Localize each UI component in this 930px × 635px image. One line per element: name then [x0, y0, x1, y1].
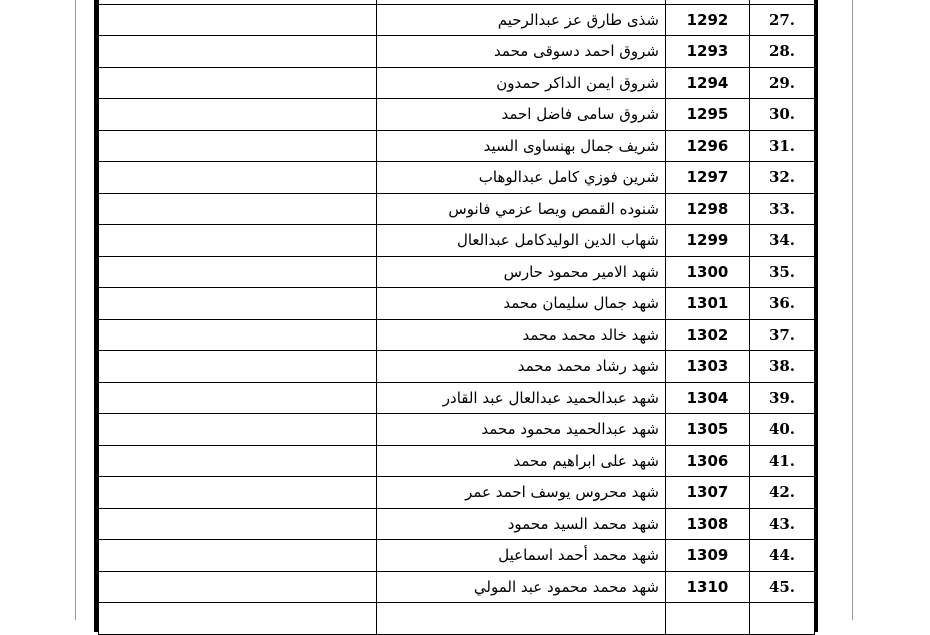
- blank-cell: [99, 477, 377, 509]
- code-cell: [666, 603, 750, 635]
- table-row: [99, 288, 815, 320]
- blank-cell: [99, 351, 377, 383]
- seq-cell: 31.: [750, 130, 815, 162]
- code-cell: 1301: [666, 288, 750, 320]
- code-cell: 1309: [666, 540, 750, 572]
- table-row: [99, 571, 815, 603]
- table-row: [99, 36, 815, 68]
- table-row: [99, 445, 815, 477]
- blank-cell: [99, 319, 377, 351]
- blank-cell: [99, 162, 377, 194]
- blank-cell: [99, 4, 377, 36]
- blank-cell: [99, 571, 377, 603]
- blank-cell: [99, 99, 377, 131]
- table-row: [99, 4, 815, 36]
- seq-cell: 43.: [750, 508, 815, 540]
- name-cell: شهد عبدالحميد محمود محمد: [377, 414, 666, 446]
- code-cell: 1306: [666, 445, 750, 477]
- seq-cell: 29.: [750, 67, 815, 99]
- table-row: [99, 319, 815, 351]
- code-cell: 1305: [666, 414, 750, 446]
- seq-cell: 44.: [750, 540, 815, 572]
- table-row: [99, 477, 815, 509]
- blank-cell: [99, 193, 377, 225]
- name-cell: شريف جمال بهنساوى السيد: [377, 130, 666, 162]
- code-cell: 1308: [666, 508, 750, 540]
- table-row: [99, 99, 815, 131]
- seq-cell: 32.: [750, 162, 815, 194]
- code-cell: 1292: [666, 4, 750, 36]
- code-cell: 1298: [666, 193, 750, 225]
- page-edge-left: [75, 0, 76, 620]
- blank-cell: [99, 508, 377, 540]
- blank-cell: [99, 414, 377, 446]
- seq-cell: 33.: [750, 193, 815, 225]
- name-cell: شهاب الدين الوليدكامل عبدالعال: [377, 225, 666, 257]
- code-cell: 1300: [666, 256, 750, 288]
- code-cell: 1303: [666, 351, 750, 383]
- name-cell: شروق ايمن الداكر حمدون: [377, 67, 666, 99]
- seq-cell: 38.: [750, 351, 815, 383]
- seq-cell: 36.: [750, 288, 815, 320]
- table-row: [99, 130, 815, 162]
- seq-cell: 30.: [750, 99, 815, 131]
- blank-cell: [99, 67, 377, 99]
- table-row: [99, 414, 815, 446]
- table-row: [99, 351, 815, 383]
- code-cell: 1296: [666, 130, 750, 162]
- code-cell: 1297: [666, 162, 750, 194]
- name-cell: شرين فوزي كامل عبدالوهاب: [377, 162, 666, 194]
- table-row: [99, 193, 815, 225]
- table-row: [99, 67, 815, 99]
- code-cell: 1294: [666, 67, 750, 99]
- seq-cell: 39.: [750, 382, 815, 414]
- code-cell: 1310: [666, 571, 750, 603]
- blank-cell: [99, 130, 377, 162]
- name-cell: شهد جمال سليمان محمد: [377, 288, 666, 320]
- name-cell: شهد عبدالحميد عبدالعال عبد القادر: [377, 382, 666, 414]
- blank-cell: [99, 36, 377, 68]
- table-row: [99, 382, 815, 414]
- name-cell: شهد محروس يوسف احمد عمر: [377, 477, 666, 509]
- student-roster-table: [98, 0, 815, 635]
- code-cell: 1304: [666, 382, 750, 414]
- name-cell: شهد رشاد محمد محمد: [377, 351, 666, 383]
- blank-cell: [99, 288, 377, 320]
- blank-cell: [99, 445, 377, 477]
- seq-cell: 27.: [750, 4, 815, 36]
- blank-cell: [99, 603, 377, 635]
- seq-cell: 37.: [750, 319, 815, 351]
- name-cell: شذى طارق عز عبدالرحيم: [377, 4, 666, 36]
- table-row: [99, 256, 815, 288]
- blank-cell: [99, 256, 377, 288]
- blank-cell: [99, 382, 377, 414]
- name-cell: شروق احمد دسوقى محمد: [377, 36, 666, 68]
- seq-cell: [750, 603, 815, 635]
- table-row: [99, 162, 815, 194]
- code-cell: 1307: [666, 477, 750, 509]
- name-cell: شهد محمد السيد محمود: [377, 508, 666, 540]
- name-cell: شروق سامى فاضل احمد: [377, 99, 666, 131]
- seq-cell: 35.: [750, 256, 815, 288]
- name-cell: شهد محمد أحمد اسماعيل: [377, 540, 666, 572]
- name-cell: شهد على ابراهيم محمد: [377, 445, 666, 477]
- seq-cell: 45.: [750, 571, 815, 603]
- roster-body: [99, 0, 815, 634]
- name-cell: شهد محمد محمود عبد المولي: [377, 571, 666, 603]
- seq-cell: 34.: [750, 225, 815, 257]
- name-cell: شهد خالد محمد محمد: [377, 319, 666, 351]
- table-row: [99, 540, 815, 572]
- blank-cell: [99, 540, 377, 572]
- seq-cell: 40.: [750, 414, 815, 446]
- name-cell: شهد الامير محمود حارس: [377, 256, 666, 288]
- table-row: [99, 508, 815, 540]
- seq-cell: 41.: [750, 445, 815, 477]
- page-edge-right: [852, 0, 853, 620]
- name-cell: [377, 603, 666, 635]
- code-cell: 1299: [666, 225, 750, 257]
- code-cell: 1295: [666, 99, 750, 131]
- code-cell: 1302: [666, 319, 750, 351]
- table-row: [99, 225, 815, 257]
- code-cell: 1293: [666, 36, 750, 68]
- name-cell: شنوده القمص ويصا عزمي فانوس: [377, 193, 666, 225]
- seq-cell: 28.: [750, 36, 815, 68]
- table-row: [99, 603, 815, 635]
- seq-cell: 42.: [750, 477, 815, 509]
- blank-cell: [99, 225, 377, 257]
